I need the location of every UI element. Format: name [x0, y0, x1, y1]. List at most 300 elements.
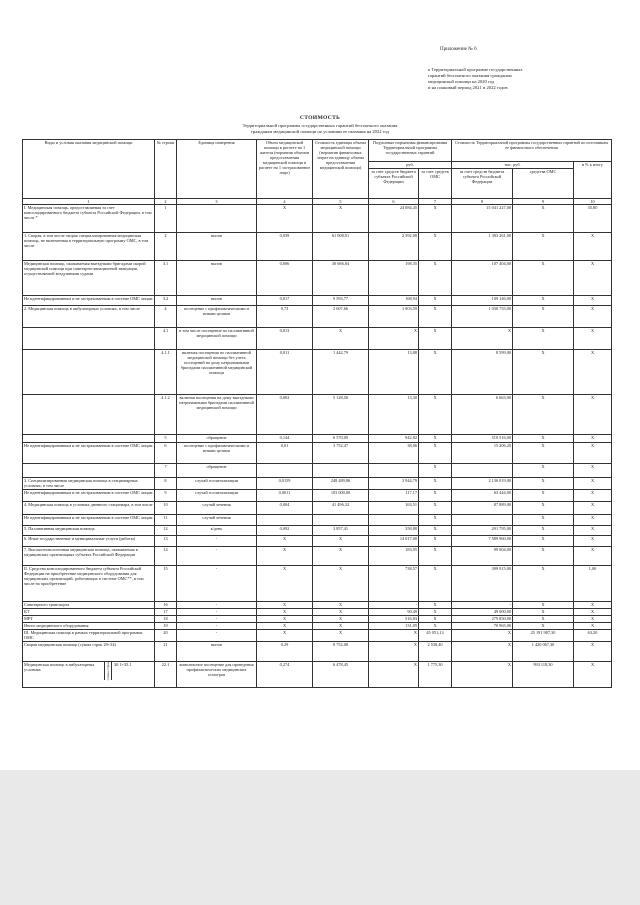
row-oms-total: X — [513, 395, 574, 435]
row-percent: X — [574, 233, 612, 261]
row-unit-cost — [313, 515, 369, 526]
row-oms-total: 1 420 067,30 — [513, 642, 574, 662]
row-number: 7 — [155, 464, 177, 478]
row-oms-total: X — [513, 616, 574, 623]
table-row — [23, 435, 612, 443]
row-percent: X — [574, 616, 612, 623]
table-row — [23, 642, 612, 662]
row-number: 6 — [155, 443, 177, 464]
row-unit: вызов — [177, 296, 257, 306]
row-oms-total: 993 118,30 — [513, 662, 574, 688]
table-row — [23, 526, 612, 536]
row-unit: - — [177, 536, 257, 547]
row-unit-cost: 8 752,08 — [313, 642, 369, 662]
row-budget-total: - — [452, 602, 513, 609]
row-number: 21 — [155, 642, 177, 662]
table-row — [23, 350, 612, 395]
row-volume: 0,017 — [257, 296, 313, 306]
header-col810: Стоимость Территориальной программы государственных гарантий по источникам ее финансового обеспечения — [452, 140, 612, 162]
row-volume: X — [257, 566, 313, 602]
row-oms-per-capita: X — [419, 261, 452, 296]
row-side-label: сумма строк — [105, 662, 110, 681]
row-label: 6. Иные государственные и муниципальные услуги (работы) — [23, 536, 155, 547]
row-unit: - — [177, 630, 257, 642]
row-oms-total: X — [513, 490, 574, 502]
row-oms-per-capita: X — [419, 306, 452, 328]
row-oms-per-capita: X — [419, 233, 452, 261]
row-number: 16 — [155, 602, 177, 609]
row-budget-per-capita: - — [369, 602, 419, 609]
colnum: 7 — [419, 199, 452, 205]
row-unit-cost: 6 478,45 — [313, 662, 369, 688]
row-oms-total: X — [513, 547, 574, 566]
row-percent: X — [574, 526, 612, 536]
header-col89-unit: тыс. руб. — [452, 162, 574, 169]
row-budget-per-capita — [369, 515, 419, 526]
approval-line: к Территориальной программе государственных — [428, 67, 523, 72]
row-percent: X — [574, 536, 612, 547]
row-oms-total: X — [513, 233, 574, 261]
row-volume: X — [257, 205, 313, 233]
row-oms-per-capita: X — [419, 395, 452, 435]
row-percent: X — [574, 395, 612, 435]
colnum: 10 — [574, 199, 612, 205]
table-row — [23, 630, 612, 642]
row-volume: X — [257, 602, 313, 609]
row-unit: вызов — [177, 642, 257, 662]
row-unit-cost: 2 607,66 — [313, 306, 369, 328]
row-unit-cost: 30 686,84 — [313, 261, 369, 296]
row-unit-cost: 103 000,00 — [313, 490, 369, 502]
colnum: 6 — [369, 199, 419, 205]
row-unit: включая посещения по паллиативной медицинской помощи без учета посещений на дому патронажными бригадами паллиативной медицинской помощи — [177, 350, 257, 395]
row-oms-total: X — [513, 478, 574, 490]
appendix-number: Приложение № 6 — [440, 47, 477, 52]
row-unit — [177, 205, 257, 233]
row-budget-per-capita: 516,83 — [369, 616, 419, 623]
row-budget-total: 7 589 960,00 — [452, 536, 513, 547]
row-unit: - — [177, 566, 257, 602]
row-budget-total: X — [452, 630, 513, 642]
row-label — [23, 395, 155, 435]
header-col67: Подушевые нормативы финансирования Территориальной программы государственных гарантий — [369, 140, 452, 162]
row-label: II. Средства консолидированного бюджета субъекта Российской Федерации на приобретение медицинского оборудования для медицинских организаций, работающих в системе ОМС**, в том числе на приобретение — [23, 566, 155, 602]
row-budget-total: 15 206,20 — [452, 443, 513, 464]
row-number: 11 — [155, 515, 177, 526]
row-budget-total: 87 889,00 — [452, 502, 513, 515]
row-budget-total: 107 404,00 — [452, 261, 513, 296]
row-budget-total: 399 915,00 — [452, 566, 513, 602]
row-volume: X — [257, 623, 313, 630]
row-oms-total: X — [513, 306, 574, 328]
row-oms-per-capita: X — [419, 435, 452, 443]
table-row — [23, 464, 612, 478]
row-percent: X — [574, 435, 612, 443]
row-budget-total: 510 516,00 — [452, 435, 513, 443]
row-label: Не идентифицированным и не застрахованным в системе ОМС лицам — [23, 515, 155, 526]
row-percent: X — [574, 261, 612, 296]
row-percent: X — [574, 328, 612, 350]
row-percent: X — [574, 609, 612, 616]
approval-line: медицинской помощи на 2020 год — [428, 79, 495, 84]
row-budget-total: 279 850,00 — [452, 616, 513, 623]
approval-note — [428, 67, 608, 91]
row-budget-total: 49 000,00 — [452, 609, 513, 616]
row-budget-per-capita: 117,17 — [369, 490, 419, 502]
row-number: 22.1 — [155, 662, 177, 688]
table-row — [23, 306, 612, 328]
row-percent: 1,00 — [574, 566, 612, 602]
page-shadow — [0, 770, 640, 905]
document-subtitle — [180, 123, 460, 134]
row-label: КТ — [23, 609, 155, 616]
table-row — [23, 261, 612, 296]
table-row — [23, 205, 612, 233]
subtitle-line: Территориальной программы государственных гарантий бесплатного оказания — [242, 123, 398, 128]
row-number: 9 — [155, 490, 177, 502]
row-oms-total: X — [513, 464, 574, 478]
header-col5: Стоимость единицы объема медицинской помощи (норматив финансовых затрат на единицу объема предоставления медицинской помощи) — [313, 140, 369, 199]
row-budget-per-capita: X — [369, 328, 419, 350]
row-volume: 0,29 — [257, 642, 313, 662]
row-budget-per-capita: 3 944,79 — [369, 478, 419, 490]
row-budget-per-capita: 183,95 — [369, 547, 419, 566]
row-budget-per-capita: 198,35 — [369, 261, 419, 296]
row-unit: - — [177, 547, 257, 566]
row-number: 4.1 — [155, 328, 177, 350]
row-volume — [257, 464, 313, 478]
row-percent: 63,20 — [574, 630, 612, 642]
row-number: 20 — [155, 630, 177, 642]
row-label: Медицинская помощь, оказываемая выездными бригадами скорой медицинской помощи при санитарно-авиационной эвакуации, осуществляемой воздушными судами — [23, 261, 155, 296]
row-label: III. Медицинская помощь в рамках территориальной программы ОМС — [23, 630, 155, 642]
table-row — [23, 623, 612, 630]
row-unit-cost: 6 570,09 — [313, 435, 369, 443]
table-row — [23, 662, 612, 688]
row-unit: включая посещения на дому выездными патронажными бригадами паллиативной медицинской помощи — [177, 395, 257, 435]
row-label: 1. Скорая, в том числе скорая специализированная медицинская помощь, не включенная в территориальную программу ОМС, в том числе — [23, 233, 155, 261]
row-budget-total: X — [452, 642, 513, 662]
table-row — [23, 566, 612, 602]
row-oms-per-capita: X — [419, 478, 452, 490]
row-budget-per-capita: 90,49 — [369, 609, 419, 616]
row-unit-cost: 3 752,47 — [313, 443, 369, 464]
row-number: 14 — [155, 547, 177, 566]
row-label: 3. Специализированная медицинская помощь в стационарных условиях, в том числе — [23, 478, 155, 490]
row-unit-cost: X — [313, 328, 369, 350]
table-row — [23, 515, 612, 526]
row-budget-per-capita: 38,06 — [369, 443, 419, 464]
row-number: 13 — [155, 536, 177, 547]
row-oms-per-capita: X — [419, 566, 452, 602]
row-percent: X — [574, 478, 612, 490]
row-oms-total: X — [513, 526, 574, 536]
row-label: I. Медицинская помощь, предоставляемая за счет консолидированного бюджета субъекта Российской Федерации, в том числе * — [23, 205, 155, 233]
row-unit: вызов — [177, 261, 257, 296]
table-row — [23, 233, 612, 261]
approval-line: и на плановый период 2021 и 2022 годов — [428, 85, 508, 90]
row-percent: X — [574, 515, 612, 526]
row-oms-total: X — [513, 435, 574, 443]
table-row — [23, 490, 612, 502]
row-oms-total: X — [513, 515, 574, 526]
row-percent: X — [574, 602, 612, 609]
row-oms-total: 25 191 987,30 — [513, 630, 574, 642]
row-unit-cost: 61 008,01 — [313, 233, 369, 261]
row-oms-total: X — [513, 566, 574, 602]
colnum: 8 — [452, 199, 513, 205]
row-number: 12 — [155, 526, 177, 536]
row-oms-total: X — [513, 602, 574, 609]
row-volume: 0,004 — [257, 502, 313, 515]
row-volume: 0,002 — [257, 395, 313, 435]
row-budget-total — [452, 515, 513, 526]
colnum: 1 — [23, 199, 155, 205]
table-row — [23, 443, 612, 464]
header-col9: средства ОМС — [513, 169, 574, 199]
row-budget-per-capita: 131,05 — [369, 623, 419, 630]
row-budget-total: 291 795,00 — [452, 526, 513, 536]
row-volume: 0,011 — [257, 350, 313, 395]
row-budget-total: 109 146,00 — [452, 296, 513, 306]
row-oms-per-capita: X — [419, 205, 452, 233]
row-label: Не идентифицированным и не застрахованным в системе ОМС лицам — [23, 490, 155, 502]
table-row — [23, 296, 612, 306]
row-volume: 0,274 — [257, 662, 313, 688]
row-percent: X — [574, 642, 612, 662]
row-oms-total: X — [513, 536, 574, 547]
row-budget-per-capita: 358,88 — [369, 526, 419, 536]
row-percent: X — [574, 306, 612, 328]
row-label: 7. Высокотехнологичная медицинская помощь, оказываемая в медицинских организациях субъекта Российской Федерации — [23, 547, 155, 566]
row-budget-total — [452, 464, 513, 478]
table-row — [23, 609, 612, 616]
row-percent: X — [574, 464, 612, 478]
table-row — [23, 602, 612, 609]
row-oms-total: X — [513, 350, 574, 395]
row-volume: 0,092 — [257, 526, 313, 536]
row-unit: случай госпитализации — [177, 478, 257, 490]
row-budget-per-capita: 24 084,45 — [369, 205, 419, 233]
row-number: 4 — [155, 306, 177, 328]
row-budget-per-capita: X — [369, 642, 419, 662]
row-label: 4. Медицинская помощь в условиях дневного стационара, в том числе — [23, 502, 155, 515]
row-unit-cost: 9 593,77 — [313, 296, 369, 306]
row-budget-total: 2 136 019,00 — [452, 478, 513, 490]
row-oms-per-capita: X — [419, 443, 452, 464]
row-budget-total: X — [452, 328, 513, 350]
row-unit-cost: X — [313, 566, 369, 602]
row-volume: 0,73 — [257, 306, 313, 328]
row-budget-per-capita: 13,88 — [369, 350, 419, 395]
row-number: 4.1.2 — [155, 395, 177, 435]
row-number: 18 — [155, 616, 177, 623]
row-oms-per-capita: X — [419, 515, 452, 526]
row-label: 5. Паллиативная медицинская помощь — [23, 526, 155, 536]
header-col8: за счет средств бюджета субъекта Российской Федерации — [452, 169, 513, 199]
row-unit: вызов — [177, 233, 257, 261]
row-unit-cost: 41 496,32 — [313, 502, 369, 515]
row-unit: - — [177, 623, 257, 630]
row-percent: X — [574, 443, 612, 464]
row-number: 1 — [155, 205, 177, 233]
row-unit: - — [177, 609, 257, 616]
colnum: 5 — [313, 199, 369, 205]
row-oms-per-capita: X — [419, 602, 452, 609]
table-row — [23, 328, 612, 350]
approval-line: гарантий бесплатного оказания гражданам — [428, 73, 512, 78]
row-unit: - — [177, 616, 257, 623]
row-budget-per-capita — [369, 464, 419, 478]
row-oms-total: X — [513, 623, 574, 630]
row-budget-total: X — [452, 662, 513, 688]
subtitle-line: гражданам медицинской помощи по условиям ее оказания на 2022 год — [251, 128, 389, 134]
row-volume: X — [257, 616, 313, 623]
row-oms-per-capita: X — [419, 490, 452, 502]
document-title: СТОИМОСТЬ — [299, 115, 341, 121]
header-col67-unit: руб. — [369, 162, 452, 169]
row-oms-total: X — [513, 502, 574, 515]
table-row — [23, 502, 612, 515]
row-budget-per-capita: 1 903,59 — [369, 306, 419, 328]
row-label: Не идентифицированным и не застрахованным в системе ОМС лицам — [23, 296, 155, 306]
row-unit-cost: X — [313, 616, 369, 623]
row-oms-per-capita: X — [419, 464, 452, 478]
row-oms-per-capita: X — [419, 350, 452, 395]
row-number: 3.1 — [155, 261, 177, 296]
row-unit-cost: X — [313, 602, 369, 609]
row-oms-total: X — [513, 443, 574, 464]
row-percent: X — [574, 502, 612, 515]
row-volume: 0,144 — [257, 435, 313, 443]
row-volume: X — [257, 536, 313, 547]
row-budget-per-capita: X — [369, 662, 419, 688]
table-row — [23, 536, 612, 547]
row-oms-per-capita: 2 538,40 — [419, 642, 452, 662]
row-volume: 0,006 — [257, 261, 313, 296]
row-oms-total: X — [513, 205, 574, 233]
row-unit-cost: 1 442,79 — [313, 350, 369, 395]
row-volume: 0,0159 — [257, 478, 313, 490]
row-volume: 0,039 — [257, 233, 313, 261]
row-label — [23, 435, 155, 443]
row-volume: X — [257, 630, 313, 642]
row-unit: в том числе посещение по паллиативной медицинской помощи — [177, 328, 257, 350]
row-oms-per-capita: 45 051,13 — [419, 630, 452, 642]
row-budget-total: 8 599,00 — [452, 350, 513, 395]
row-oms-per-capita: X — [419, 296, 452, 306]
table-row — [23, 547, 612, 566]
row-percent: X — [574, 662, 612, 688]
row-label — [23, 328, 155, 350]
row-budget-per-capita: 168,94 — [369, 296, 419, 306]
row-percent: 35,80 — [574, 205, 612, 233]
row-label — [23, 350, 155, 395]
row-number: 15 — [155, 566, 177, 602]
row-label-text: Медицинская помощь в амбулаторных условиях — [24, 662, 95, 672]
row-oms-per-capita: 1 775,30 — [419, 662, 452, 688]
header-col6: за счет средств бюджета субъекта Российской Федерации — [369, 169, 419, 199]
row-budget-total: 1 393 261,00 — [452, 233, 513, 261]
row-unit-cost: X — [313, 536, 369, 547]
row-unit: случай лечения — [177, 515, 257, 526]
row-unit: посещение с профилактическими и иными целями — [177, 306, 257, 328]
row-unit-cost: 248 489,86 — [313, 478, 369, 490]
row-number: 2 — [155, 233, 177, 261]
row-unit: обращение — [177, 435, 257, 443]
header-col7: за счет средств ОМС — [419, 169, 452, 199]
row-number: 3.2 — [155, 296, 177, 306]
row-budget-total: 1 030 755,00 — [452, 306, 513, 328]
row-oms-per-capita: X — [419, 609, 452, 616]
row-label: МРТ — [23, 616, 155, 623]
row-budget-total: 15 041 227,00 — [452, 205, 513, 233]
row-budget-per-capita: 14 017,00 — [369, 536, 419, 547]
row-label: Иного медицинского оборудования — [23, 623, 155, 630]
header-col10: в % к итогу — [574, 162, 612, 199]
row-percent: X — [574, 296, 612, 306]
row-unit: к/день — [177, 526, 257, 536]
row-oms-per-capita: X — [419, 502, 452, 515]
row-budget-per-capita: X — [369, 630, 419, 642]
row-oms-total: X — [513, 296, 574, 306]
row-unit-cost — [313, 464, 369, 478]
row-label: Скорая медицинская помощь (сумма строк 29+34) — [23, 642, 155, 662]
row-percent: X — [574, 623, 612, 630]
row-oms-per-capita: X — [419, 328, 452, 350]
row-oms-per-capita: X — [419, 616, 452, 623]
row-oms-per-capita: X — [419, 623, 452, 630]
row-percent: X — [574, 490, 612, 502]
row-number: 5 — [155, 435, 177, 443]
row-number: 10 — [155, 502, 177, 515]
colnum: 3 — [177, 199, 257, 205]
table-row — [23, 478, 612, 490]
row-volume: 0,013 — [257, 328, 313, 350]
row-oms-total: X — [513, 609, 574, 616]
colnum: 2 — [155, 199, 177, 205]
row-unit-cost: X — [313, 623, 369, 630]
row-unit: случай лечения — [177, 502, 257, 515]
row-budget-total: 63 444,00 — [452, 490, 513, 502]
row-oms-per-capita: X — [419, 547, 452, 566]
header-col3: Единица измерения — [177, 140, 257, 199]
row-volume: 0,01 — [257, 443, 313, 464]
row-volume: X — [257, 609, 313, 616]
row-unit-cost: 3 857,41 — [313, 526, 369, 536]
row-unit-cost: X — [313, 630, 369, 642]
row-budget-total: 6 663,00 — [452, 395, 513, 435]
row-label — [23, 662, 155, 688]
row-budget-per-capita: 163,51 — [369, 502, 419, 515]
row-number: 8 — [155, 478, 177, 490]
row-unit-cost: X — [313, 547, 369, 566]
row-unit-cost: 5 128,56 — [313, 395, 369, 435]
row-budget-per-capita: 942,82 — [369, 435, 419, 443]
row-unit-cost: X — [313, 205, 369, 233]
header-col2: № строки — [155, 140, 177, 199]
row-budget-per-capita: 13,30 — [369, 395, 419, 435]
row-oms-per-capita: X — [419, 526, 452, 536]
colnum: 4 — [257, 199, 313, 205]
row-budget-per-capita: 738,57 — [369, 566, 419, 602]
row-oms-total: X — [513, 328, 574, 350]
cost-table — [22, 139, 612, 688]
row-percent: X — [574, 547, 612, 566]
row-oms-total: X — [513, 261, 574, 296]
row-unit: посещение с профилактическими и иными целями — [177, 443, 257, 464]
row-unit: случай госпитализации — [177, 490, 257, 502]
